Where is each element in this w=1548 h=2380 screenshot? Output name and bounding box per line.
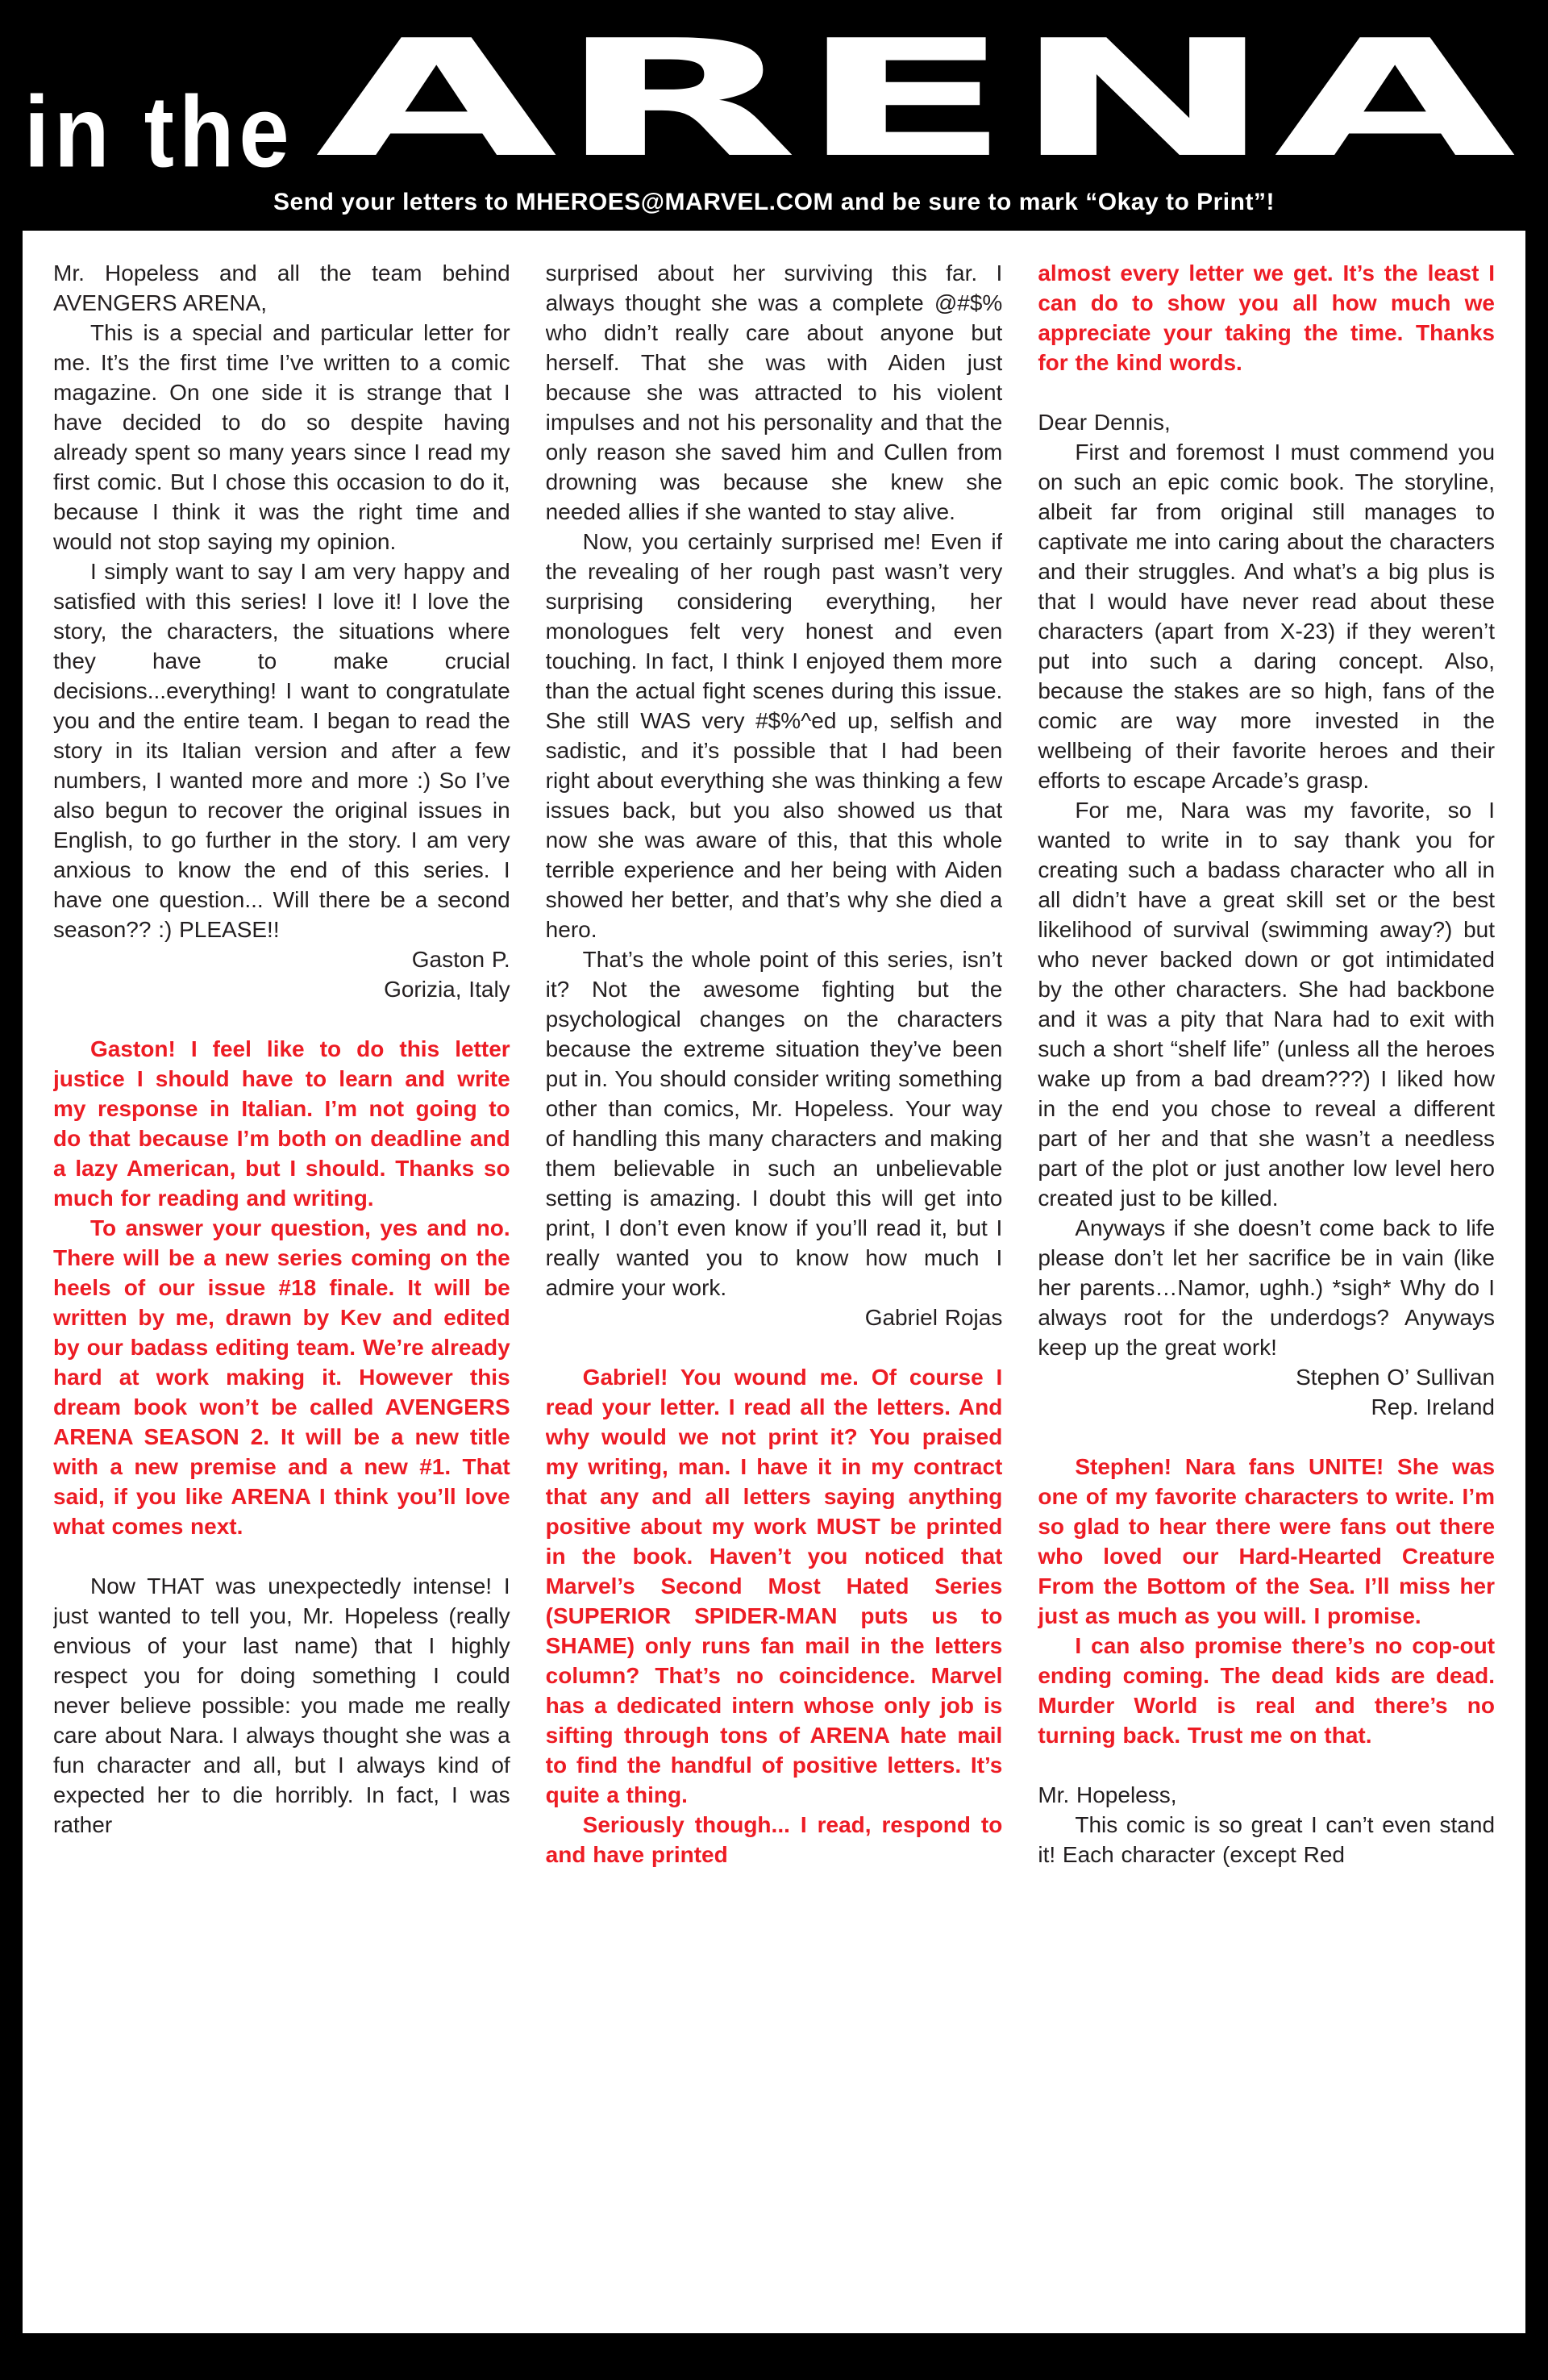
editor-response-paragraph: Gabriel! You wound me. Of course I read your letter. I read all the letters. And why would we not print it? You praised my writing, man. I have it in my contract that any and all letters saying anything positive about my work MUST be printed in the book. Haven’t you noticed that Marvel’s Second Most Hated Series (SUPERIOR SPIDER-MAN puts us to SHAME) only runs fan mail in the letters column? That’s no coincidence. Marvel has a dedicated intern whose only job is sifting through tons of ARENA hate mail to find the handful of positive letters. It’s quite a thing. <box>545 1365 1003 1807</box>
editor-response-paragraph: To answer your question, yes and no. There will be a new series coming on the heels of our issue #18 finale. It will be written by me, drawn by Kev and edited by our badass editing team. We’re already hard at work making it. However this dream book won’t be called AVENGERS ARENA SEASON 2. It will be a new title with a new premise and a new #1. That said, if you like ARENA I think you’ll love what comes next. <box>53 1215 510 1539</box>
letter-paragraph: Dear Dennis, <box>1038 410 1171 435</box>
letter-paragraph: This is a special and particular letter for me. It’s the first time I’ve written to a comic magazine. On one side it is strange that I have decided to do so despite having already spent so many years since I read my first comic. But I chose this occasion to do it, because I think it was the right time and would not stop saying my opinion. <box>53 320 510 554</box>
page-title-large: ARENA <box>314 18 1516 179</box>
page-title-large-graphic <box>315 18 1524 179</box>
letter-paragraph: That’s the whole point of this series, isn’t it? Not the awesome fighting but the psychological changes on the characters because the extreme situation they’ve been put in. You should consider writing something other than comics, Mr. Hopeless. Your way of handling this many characters and making them believable in such an unbelievable setting is amazing. I doubt this will get into print, I don’t even know if you’ll read it, but I really wanted you to know how much I admire your work. <box>545 947 1003 1300</box>
letters-column <box>1038 258 1495 2306</box>
letter-paragraph: First and foremost I must commend you on such an epic comic book. The storyline, albeit far from original still manages to captivate me into caring about the characters and their struggles. And what’s a big plus is that I would have never read about these characters (apart from X-23) if they weren’t put into such a daring concept. Also, because the stakes are so high, fans of the comic are way more invested in the wellbeing of their favorite heroes and their efforts to escape Arcade’s grasp. <box>1038 440 1496 793</box>
letter-signature: Gaston P. <box>411 947 510 972</box>
editor-response-paragraph: Gaston! I feel like to do this letter justice I should have to learn and write my response in Italian. I’m not going to do that because I’m both on deadline and a lazy American, but I should. Thanks so much for reading and writing. <box>53 1036 510 1211</box>
letter-paragraph: Now, you certainly surprised me! Even if the revealing of her rough past wasn’t very surprising considering everything, her monologues felt very honest and even touching. In fact, I think I enjoyed them more than the actual fight scenes during this issue. She still WAS very #$%^ed up, selfish and sadistic, and it’s possible that I had been right about everything she was thinking a few issues back, but you also showed us that now she was aware of this, that this whole terrible experience and her being with Aiden showed her better, and that’s why she died a hero. <box>545 529 1003 942</box>
letter-paragraph: This comic is so great I can’t even stand it! Each character (except Red <box>1038 1812 1496 1867</box>
letter-paragraph: Mr. Hopeless, <box>1038 1782 1177 1807</box>
letter-paragraph: Mr. Hopeless and all the team behind AVENGERS ARENA, <box>53 261 510 315</box>
editor-response-paragraph: almost every letter we get. It’s the least I can do to show you all how much we appreciate your taking the time. Thanks for the kind words. <box>1038 261 1496 375</box>
letters-submission-instructions: Send your letters to MHEROES@MARVEL.COM and be sure to mark “Okay to Print”! <box>273 189 1275 215</box>
letter-paragraph: For me, Nara was my favorite, so I wanted to write in to say thank you for creating such a badass character who all in all didn’t have a great skill set or the best likelihood of survival (swimming away?) but who never backed down or got intimidated by the other characters. She had backbone and it was a pity that Nara had to exit with such a short “shelf life” (unless all the heroes wake up from a bad dream???) I liked how in the end you chose to reveal a different part of her and that she wasn’t a needless part of the plot or just another low level hero created just to be killed. <box>1038 798 1496 1211</box>
letter-signature: Gabriel Rojas <box>864 1305 1003 1330</box>
letter-paragraph: I simply want to say I am very happy and satisfied with this series! I love it! I love the story, the characters, the situations where they have to make crucial decisions...everything! I want to congratulate you and the entire team. I began to read the story in its Italian version and after a few numbers, I wanted more and more :) So I’ve also begun to recover the original issues in English, to go further in the story. I am very anxious to know the end of this series. I have one question... Will there be a second season?? :) PLEASE!! <box>53 559 510 942</box>
letter-paragraph: Anyways if she doesn’t come back to life please don’t let her sacrifice be in vain (like her parents…Namor, ughh.) *sigh* Why do I always root for the underdogs? Anyways keep up the great work! <box>1038 1215 1496 1360</box>
letter-paragraph: Now THAT was unexpectedly intense! I just wanted to tell you, Mr. Hopeless (really envious of your last name) that I highly respect you for doing something I could never believe possible: you made me really care about Nara. I always thought she was a fun character and all, but I always kind of expected her to die horribly. In fact, I was rather <box>53 1573 510 1837</box>
page-header <box>0 0 1548 231</box>
letters-columns <box>23 231 1525 2333</box>
letter-signature: Stephen O’ Sullivan <box>1296 1365 1496 1390</box>
letters-column <box>546 258 1003 2306</box>
page-title-small: in the <box>24 75 294 189</box>
letters-column <box>53 258 510 2306</box>
letter-signature: Rep. Ireland <box>1371 1394 1496 1419</box>
editor-response-paragraph: Seriously though... I read, respond to and have printed <box>545 1812 1003 1867</box>
editor-response-paragraph: Stephen! Nara fans UNITE! She was one of my favorite characters to write. I’m so glad to hear there were fans out there who loved our Hard-Hearted Creature From the Bottom of the Sea. I’ll miss her just as much as you will. I promise. <box>1038 1454 1496 1628</box>
letter-paragraph: surprised about her surviving this far. I always thought she was a complete @#$% who didn’t really care about anyone but herself. That she was with Aiden just because she was attracted to his violent impulses and not his personality and that the only reason she saved him and Cullen from drowning was because she knew she needed allies if she wanted to stay alive. <box>545 261 1003 524</box>
editor-response-paragraph: I can also promise there’s no cop-out ending coming. The dead kids are dead. Murder World is real and there’s no turning back. Trust me on that. <box>1038 1633 1496 1748</box>
page-title <box>24 18 1524 189</box>
letter-signature: Gorizia, Italy <box>384 977 510 1002</box>
